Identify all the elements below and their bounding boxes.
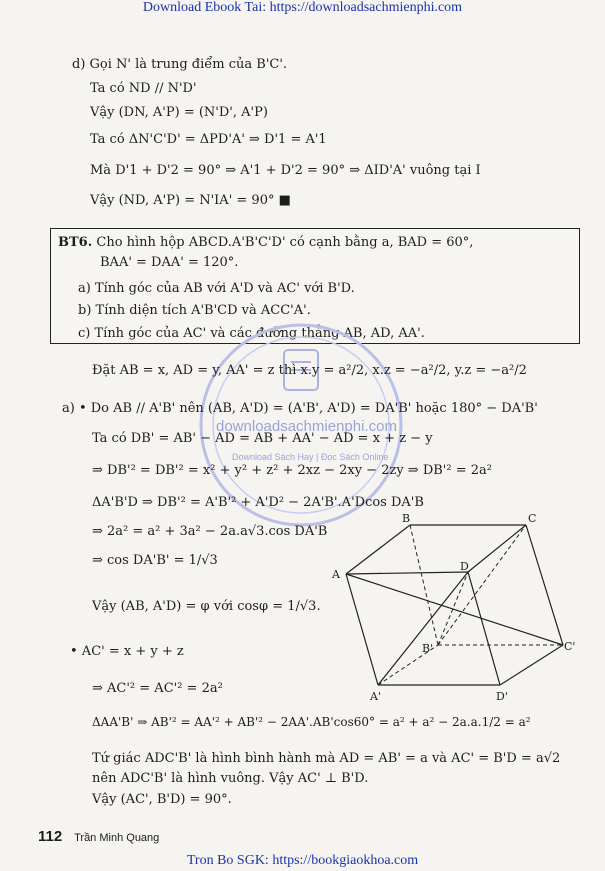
edge-da bbox=[346, 572, 468, 574]
solution-13: Vậy (AC', B'D) = 90°. bbox=[92, 792, 232, 807]
line-d-4: Mà D'1 + D'2 = 90° ⇒ A'1 + D'2 = 90° ⇒ ΔID'A' vuông tại I bbox=[90, 163, 481, 178]
solution-2: Ta có DB' = AB' − AD = AB + AA' − AD = x + z − y bbox=[92, 431, 433, 446]
label-d: D bbox=[460, 560, 469, 573]
solution-4: ΔA'B'D ⇒ DB'² = A'B'² + A'D² − 2A'B'.A'Dcos DA'B bbox=[92, 495, 424, 510]
edge-cc1 bbox=[526, 525, 563, 645]
watermark-sub: Download Sách Hay | Đọc Sách Online bbox=[232, 452, 389, 462]
bt6-statement-2: BAA' = DAA' = 120°. bbox=[100, 255, 239, 270]
line-d-2: Vậy (DN, A'P) = (N'D', A'P) bbox=[90, 105, 268, 120]
bt6-label: BT6. bbox=[58, 235, 93, 250]
label-a1: A' bbox=[370, 690, 381, 703]
label-b1: B' bbox=[422, 642, 434, 655]
solution-6: ⇒ cos DA'B' = 1/√3 bbox=[92, 553, 218, 568]
banner-bottom[interactable]: Tron Bo SGK: https://bookgiaokhoa.com bbox=[186, 853, 419, 868]
watermark-url: downloadsachmienphi.com bbox=[216, 418, 397, 435]
solution-9: ⇒ AC'² = AC'² = 2a² bbox=[92, 681, 223, 696]
bt6-question-a: a) Tính góc của AB với A'D và AC' với B'D. bbox=[78, 281, 355, 296]
line-d-3: Ta có ΔN'C'D' = ΔPD'A' ⇒ D'1 = A'1 bbox=[90, 132, 327, 147]
diag-b1c-hidden bbox=[438, 525, 526, 645]
bt6-statement-1 bbox=[58, 234, 473, 252]
label-c: C bbox=[528, 512, 537, 525]
solution-12: nên ADC'B' là hình vuông. Vậy AC' ⊥ B'D. bbox=[92, 771, 369, 786]
bt6-question-c: c) Tính góc của AC' và các đường thẳng AB, AD, AA'. bbox=[78, 326, 425, 341]
parallelepiped-figure bbox=[328, 510, 590, 710]
author-name: Trần Minh Quang bbox=[74, 832, 160, 844]
solution-11: Tứ giác ADC'B' là hình bình hành mà AD = AB' = a và AC' = B'D = a√2 bbox=[92, 751, 561, 766]
page-number: 112 bbox=[38, 828, 63, 845]
line-d-0: d) Gọi N' là trung điểm của B'C'. bbox=[72, 57, 288, 72]
label-d1: D' bbox=[496, 690, 508, 703]
label-b: B bbox=[402, 512, 411, 525]
solution-8: • AC' = x + y + z bbox=[70, 644, 184, 659]
diag-ac1 bbox=[346, 574, 563, 645]
edge-d1c1 bbox=[500, 645, 563, 685]
label-a: A bbox=[332, 568, 340, 581]
solution-5: ⇒ 2a² = a² + 3a² − 2a.a√3.cos DA'B bbox=[92, 524, 328, 539]
line-d-1: Ta có ND // N'D' bbox=[90, 81, 197, 96]
page-footer bbox=[38, 828, 159, 845]
solution-0: Đặt AB = x, AD = y, AA' = z thì x.y = a²/2, x.z = −a²/2, y.z = −a²/2 bbox=[92, 363, 527, 378]
edge-dd1 bbox=[468, 572, 500, 685]
banner-top[interactable]: Download Ebook Tai: https://downloadsachmienphi.com bbox=[142, 0, 463, 15]
solution-3: ⇒ DB'² = DB'² = x² + y² + z² + 2xz − 2xy − 2zy ⇒ DB'² = 2a² bbox=[92, 463, 492, 478]
bt6-question-b: b) Tính diện tích A'B'CD và ACC'A'. bbox=[78, 303, 311, 318]
line-d-5: Vậy (ND, A'P) = N'IA' = 90° ■ bbox=[90, 193, 291, 208]
solution-10: ΔAA'B' ⇒ AB'² = AA'² + AB'² − 2AA'.AB'cos60° = a² + a² − 2a.a.1/2 = a² bbox=[92, 715, 531, 729]
solution-7: Vậy (AB, A'D) = φ với cosφ = 1/√3. bbox=[92, 599, 321, 614]
solution-1: a) • Do AB // A'B' nên (AB, A'D) = (A'B', A'D) = DA'B' hoặc 180° − DA'B' bbox=[62, 401, 538, 416]
label-c1: C' bbox=[564, 640, 576, 653]
edge-ab bbox=[346, 525, 410, 574]
bt6-statement-text: Cho hình hộp ABCD.A'B'C'D' có cạnh bằng a, BAD = 60°, bbox=[96, 235, 474, 250]
edge-aa1 bbox=[346, 574, 378, 685]
